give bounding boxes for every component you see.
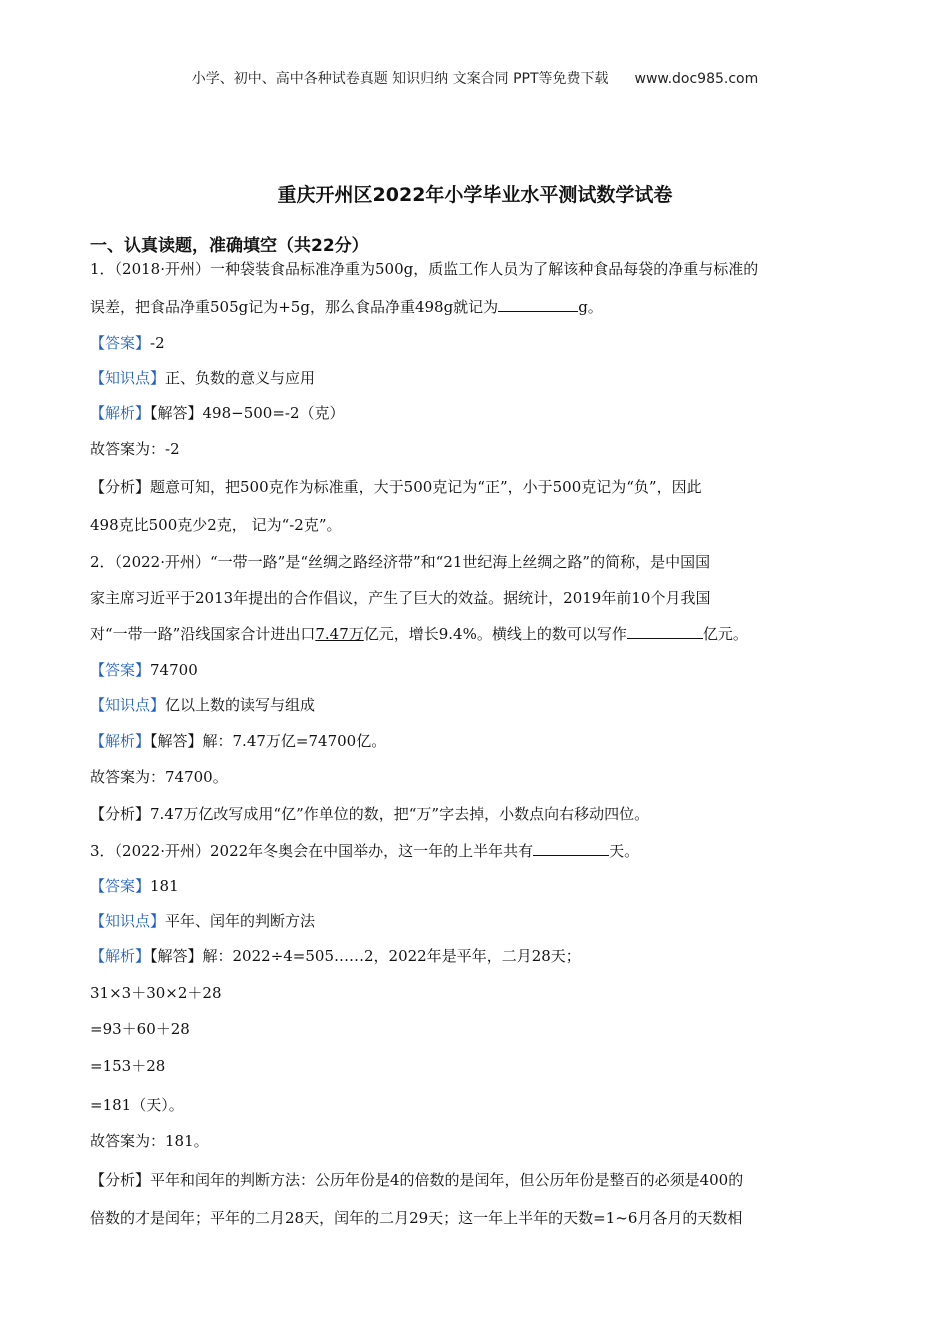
- q3-calc1: 31×3＋30×2＋28: [90, 984, 222, 1002]
- q1-line2b: g。: [578, 298, 603, 316]
- header-site-link[interactable]: www.doc985.com: [634, 71, 759, 87]
- q1-line2: [90, 296, 603, 317]
- q3-line1a: 3．（2022·开州）2022年冬奥会在中国举办，这一年的上半年共有: [90, 842, 534, 860]
- q2-line3b: 亿元，增长9.4%。横线上的数可以写作: [363, 625, 627, 643]
- answer-tag: 【答案】: [90, 334, 151, 352]
- analysis-tag: 【解析】: [90, 732, 151, 750]
- q2-line1: 2．（2022·开州）“一带一路”是“丝绸之路经济带”和“21世纪海上丝绸之路”的简称，是中国国: [90, 553, 711, 571]
- summary-tag: 【分析】: [90, 478, 151, 496]
- q3-line1b: 天。: [609, 842, 640, 860]
- q3-summary2: 倍数的才是闰年；平年的二月28天，闰年的二月29天；这一年上半年的天数=1~6月各月的天数相: [90, 1209, 743, 1227]
- q3-calc3: =153＋28: [90, 1057, 166, 1075]
- q3-calc4: =181（天）。: [90, 1096, 184, 1114]
- q1-line2a: 误差，把食品净重505g记为+5g，那么食品净重498g就记为: [90, 298, 499, 316]
- q1-knowledge-value: 正、负数的意义与应用: [165, 369, 316, 387]
- q2-summary: [90, 803, 649, 824]
- q3-answer-value: 181: [150, 877, 179, 895]
- q2-summary-value: 7.47万亿改写成用“亿”作单位的数，把“万”字去掉，小数点向右移动四位。: [150, 805, 650, 823]
- q1-summary2: 498克比500克少2克， 记为“-2克”。: [90, 516, 342, 534]
- q2-knowledge-value: 亿以上数的读写与组成: [165, 696, 316, 714]
- section-heading: 一、认真读题，准确填空（共22分）: [90, 236, 369, 256]
- analysis-tag: 【解析】: [90, 947, 151, 965]
- header-text: 小学、初中、高中各种试卷真题 知识归纳 文案合同 PPT等免费下载: [191, 71, 609, 87]
- q2-line2: 家主席习近平于2013年提出的合作倡议，产生了巨大的效益。据统计，2019年前10个月我国: [90, 589, 711, 607]
- q1-analysis-value: 【解答】498−500=-2（克）: [150, 404, 345, 422]
- knowledge-tag: 【知识点】: [90, 369, 166, 387]
- q1-line1: 1．（2018·开州）一种袋装食品标准净重为500g，质监工作人员为了解该种食品每袋的净重与标准的: [90, 260, 759, 278]
- q2-blank: [627, 624, 703, 639]
- q3-blank: [533, 841, 609, 856]
- q2-underlined-number: 7.47万: [315, 625, 364, 643]
- q3-summary1: [90, 1169, 743, 1190]
- q3-calc2: =93＋60＋28: [90, 1020, 190, 1038]
- page-title: 重庆开州区2022年小学毕业水平测试数学试卷: [277, 184, 673, 206]
- q3-analysis-value: 【解答】解：2022÷4=505……2，2022年是平年，二月28天；: [150, 947, 581, 965]
- q1-conclusion: 故答案为：-2: [90, 440, 180, 458]
- q3-answer: [90, 875, 179, 896]
- q2-knowledge: [90, 694, 315, 715]
- q1-blank: [498, 297, 578, 312]
- knowledge-tag: 【知识点】: [90, 696, 166, 714]
- q3-knowledge: [90, 910, 315, 931]
- q1-summary1: [90, 476, 702, 497]
- answer-tag: 【答案】: [90, 661, 151, 679]
- knowledge-tag: 【知识点】: [90, 912, 166, 930]
- q1-analysis: [90, 402, 345, 423]
- q3-analysis: [90, 945, 581, 966]
- q2-line3a: 对“一带一路”沿线国家合计进出口: [90, 625, 316, 643]
- q3-conclusion: 故答案为：181。: [90, 1132, 209, 1150]
- answer-tag: 【答案】: [90, 877, 151, 895]
- analysis-tag: 【解析】: [90, 404, 151, 422]
- q2-analysis-value: 【解答】解：7.47万亿=74700亿。: [150, 732, 387, 750]
- q1-answer: [90, 332, 165, 353]
- q3-line1: [90, 840, 639, 861]
- page-header: [0, 68, 950, 88]
- q1-knowledge: [90, 367, 315, 388]
- q2-line3: [90, 623, 748, 644]
- q3-summary1-value: 平年和闰年的判断方法：公历年份是4的倍数的是闰年，但公历年份是整百的必须是400的: [150, 1171, 744, 1189]
- q2-answer: [90, 659, 198, 680]
- summary-tag: 【分析】: [90, 805, 151, 823]
- summary-tag: 【分析】: [90, 1171, 151, 1189]
- q2-analysis: [90, 730, 386, 751]
- q2-conclusion: 故答案为：74700。: [90, 768, 228, 786]
- q1-summary1-value: 题意可知，把500克作为标准重，大于500克记为“正”，小于500克记为“负”，因此: [150, 478, 702, 496]
- q3-knowledge-value: 平年、闰年的判断方法: [165, 912, 316, 930]
- q2-line3c: 亿元。: [702, 625, 748, 643]
- q2-answer-value: 74700: [150, 661, 198, 679]
- q1-answer-value: -2: [150, 334, 165, 352]
